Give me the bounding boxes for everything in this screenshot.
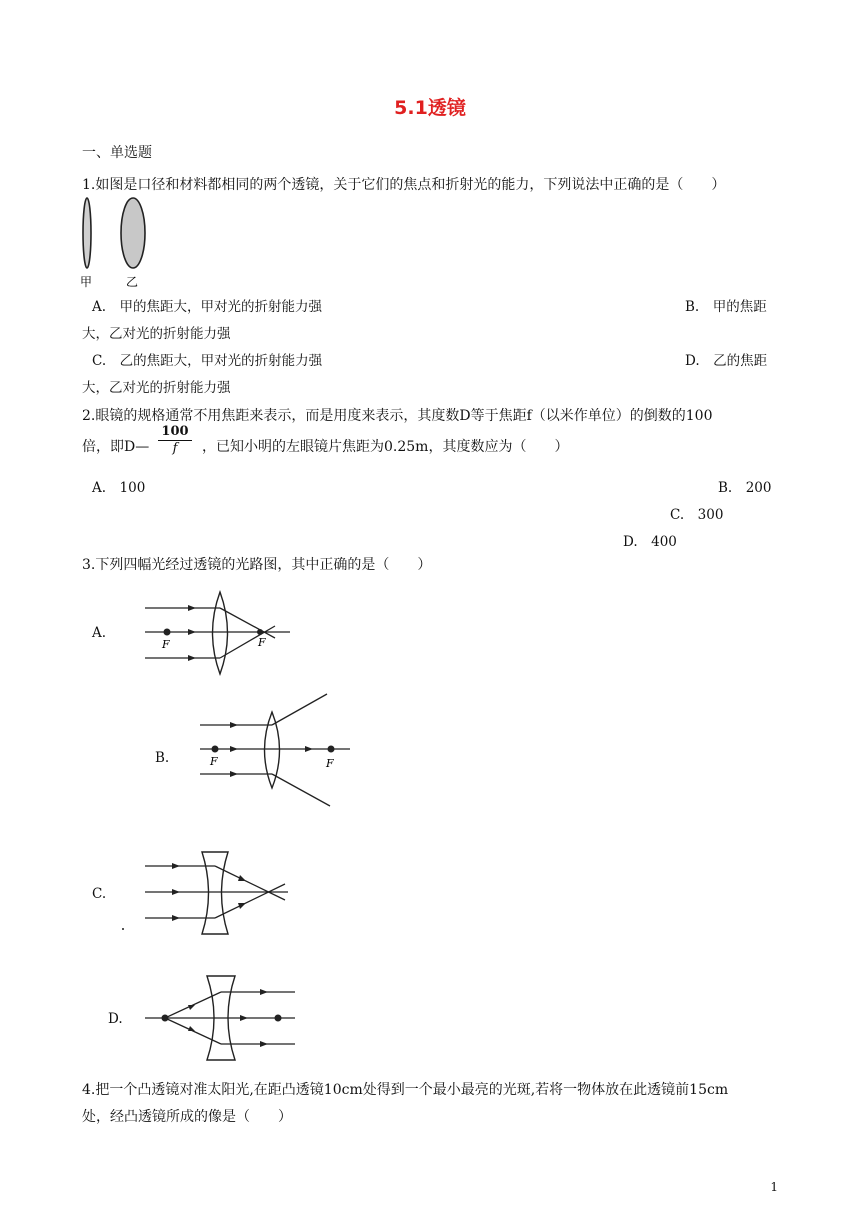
fraction-numerator: 100 [158, 424, 192, 441]
focus-f-left-a: F [162, 638, 170, 651]
q2-line2-pre: 倍，即D— [82, 439, 150, 455]
scan-dot [122, 928, 124, 930]
q1-option-b-head: B. 甲的焦距 [685, 299, 767, 315]
q4-line2: 处，经凸透镜所成的像是（ ） [82, 1109, 292, 1125]
q2-option-d: D. 400 [623, 534, 677, 550]
section-heading: 一、单选题 [82, 145, 152, 161]
q1-stem: 1.如图是口径和材料都相同的两个透镜，关于它们的焦点和折射光的能力，下列说法中正确的是（ ） [82, 177, 726, 193]
lens-yi-label: 乙 [126, 275, 139, 288]
focus-f-right-a: F [258, 636, 266, 649]
page-number: 1 [770, 1180, 778, 1194]
q3-diagram-b [195, 690, 360, 810]
focus-f-right-b: F [326, 757, 334, 770]
q2-line1: 2.眼镜的规格通常不用焦距来表示，而是用度来表示，其度数D等于焦距f（以米作单位）的倒数的100 [82, 408, 713, 424]
q2-option-a: A. 100 [92, 480, 146, 496]
q1-option-d-head: D. 乙的焦距 [685, 353, 768, 369]
q3-diagram-c [140, 848, 300, 938]
q1-option-c: C. 乙的焦距大，甲对光的折射能力强 [92, 353, 323, 369]
q3-option-b-label: B. [155, 750, 170, 766]
q2-option-b: B. 200 [718, 480, 772, 496]
q3-stem: 3.下列四幅光经过透镜的光路图，其中正确的是（ ） [82, 557, 432, 573]
q1-option-d-tail: 大，乙对光的折射能力强 [82, 380, 231, 396]
q3-diagram-a [140, 588, 300, 678]
q1-lens-figure [78, 196, 158, 288]
q2-fraction [158, 424, 192, 457]
q4-line1: 4.把一个凸透镜对准太阳光,在距凸透镜10cm处得到一个最小最亮的光斑,若将一物体放在此透镜前15cm [82, 1082, 729, 1098]
fraction-denominator: f [172, 441, 178, 456]
focus-f-left-b: F [210, 755, 218, 768]
q3-option-d-label: D. [108, 1011, 123, 1027]
q2-option-c: C. 300 [670, 507, 724, 523]
q2-line2-post: ，已知小明的左眼镜片焦距为0.25m，其度数应为（ ） [202, 439, 569, 455]
q1-option-a: A. 甲的焦距大，甲对光的折射能力强 [92, 299, 323, 315]
q1-option-b-tail: 大，乙对光的折射能力强 [82, 326, 231, 342]
q3-diagram-d [140, 972, 300, 1064]
q3-option-c-label: C. [92, 886, 107, 902]
q3-option-a-label: A. [92, 625, 107, 641]
lens-yi-shape [121, 198, 145, 268]
page-title: 5.1透镜 [394, 97, 466, 119]
lens-jia-shape [83, 198, 91, 268]
lens-jia-label: 甲 [80, 275, 93, 288]
